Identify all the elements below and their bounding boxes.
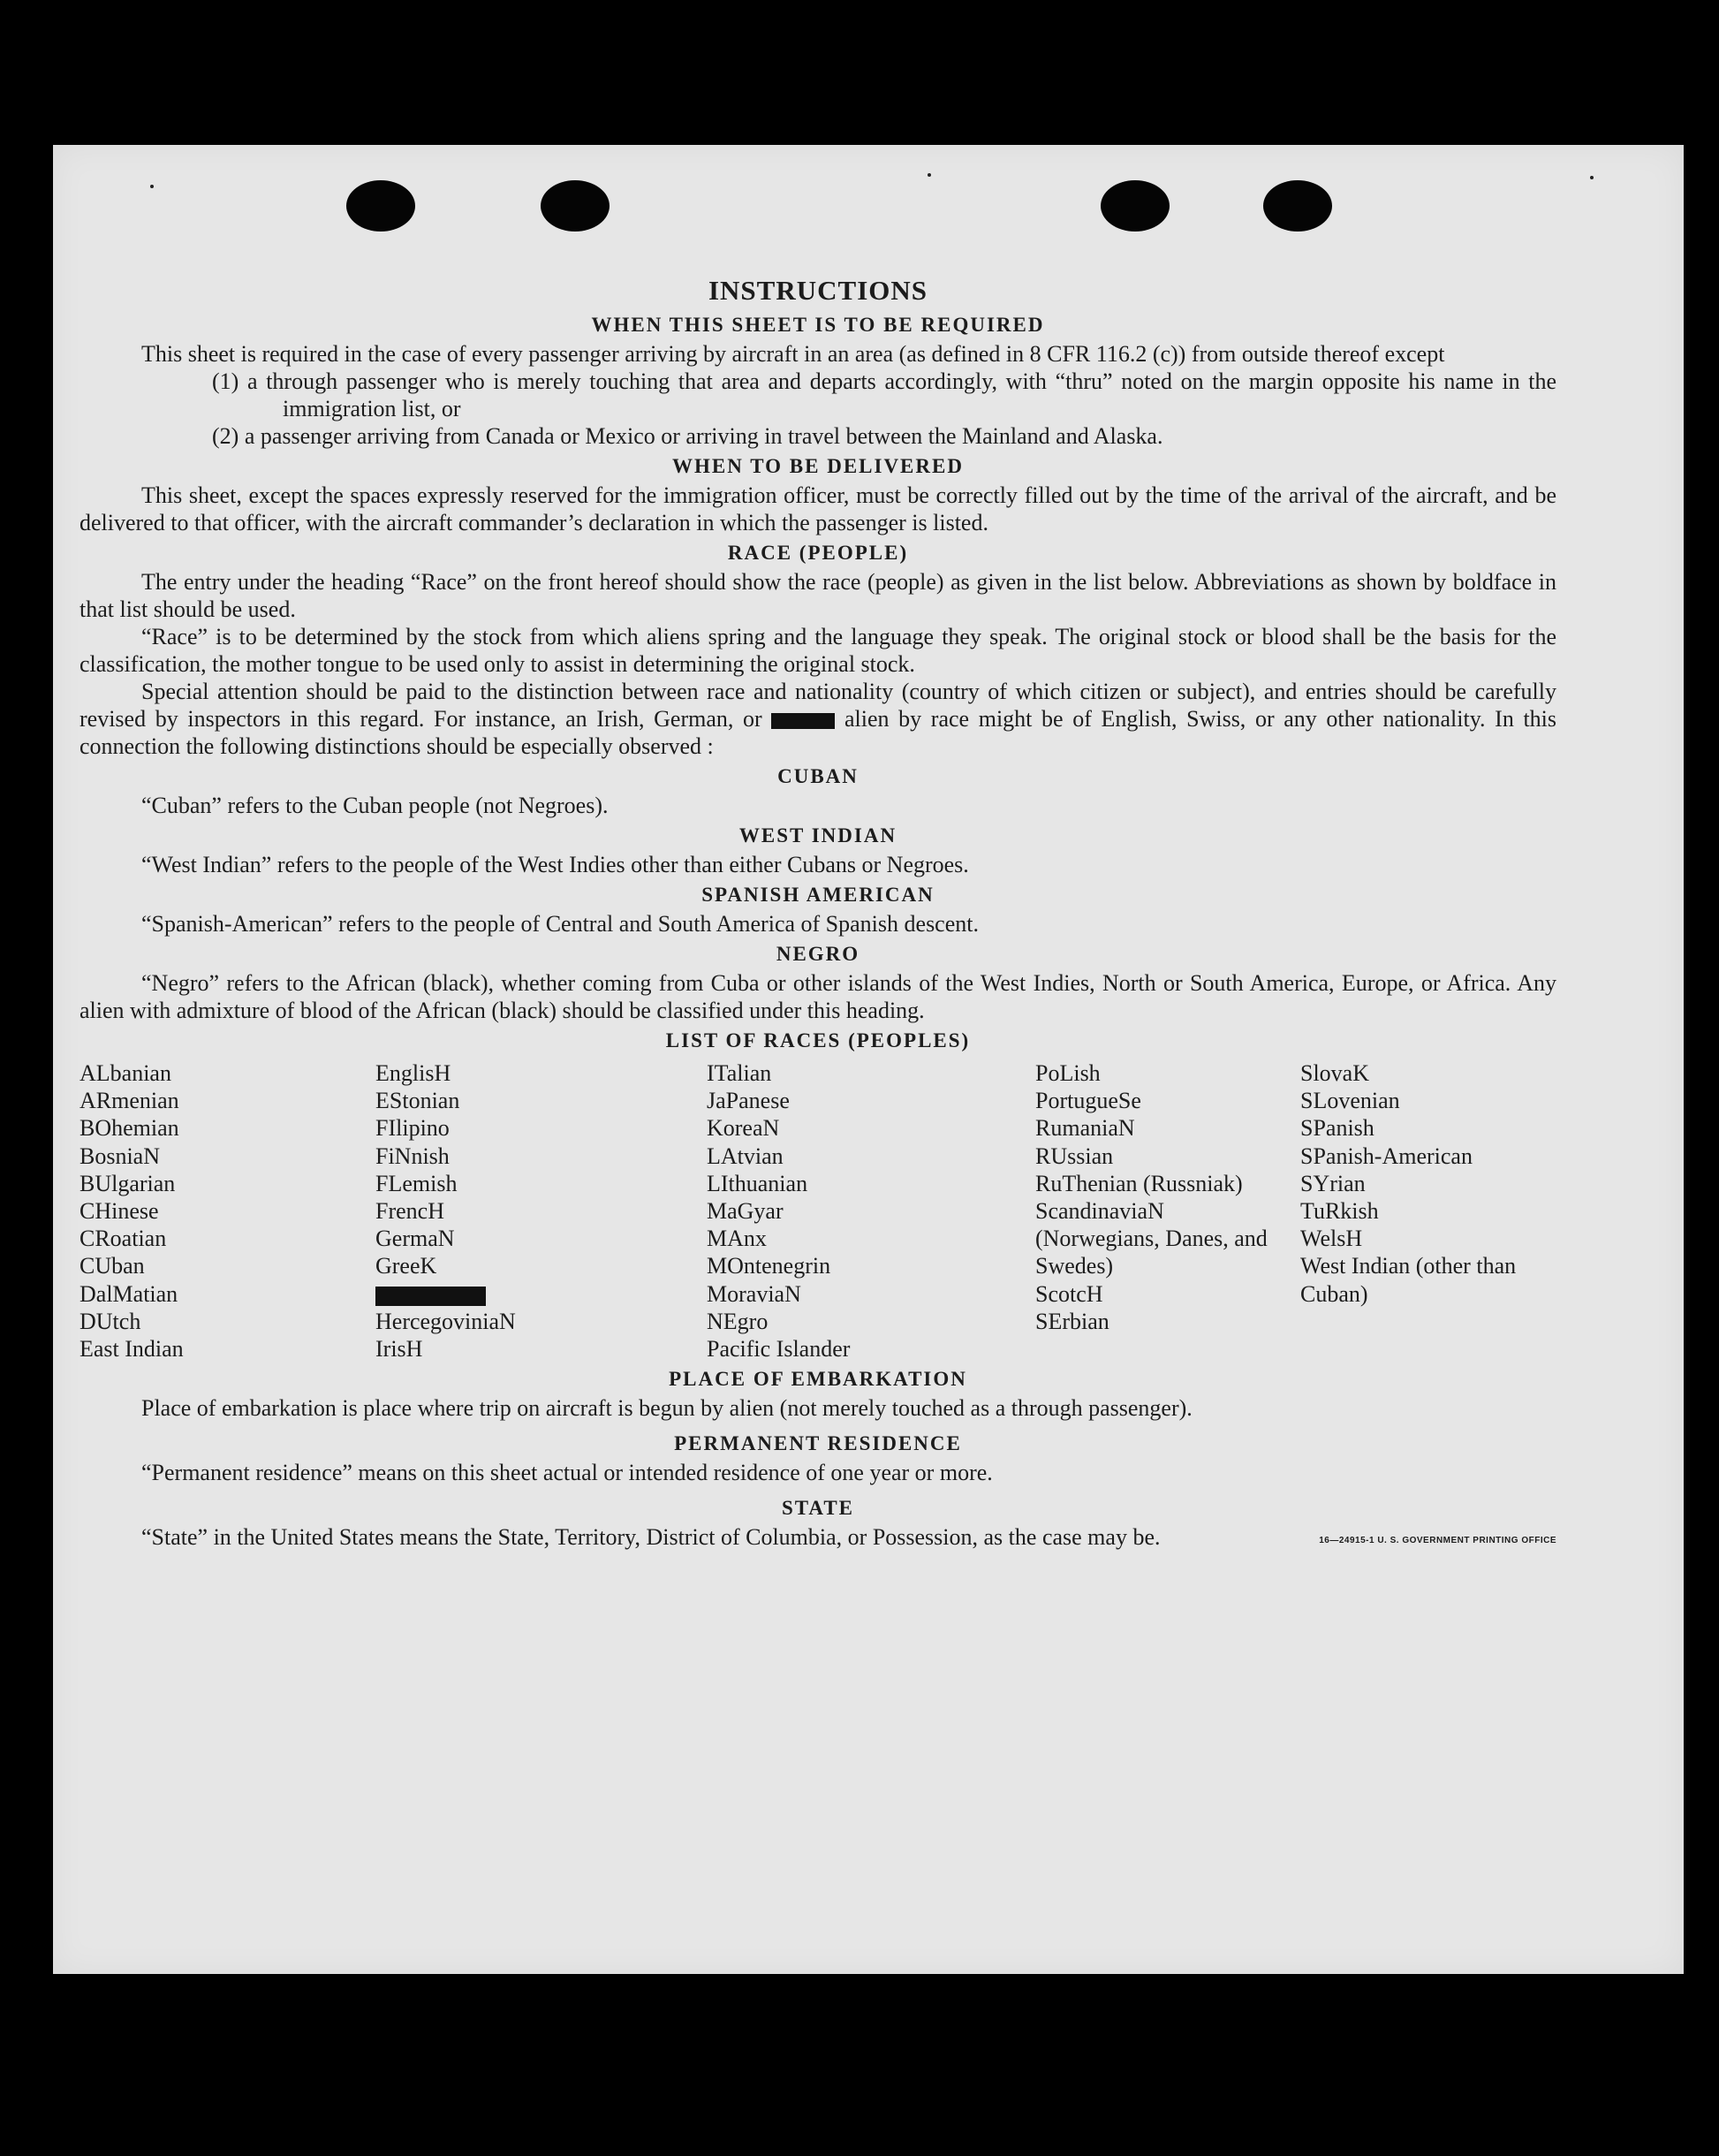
paragraph bbox=[80, 678, 1556, 760]
race-item: ARmenian bbox=[80, 1088, 179, 1114]
race-item: Pacific Islander bbox=[707, 1336, 851, 1363]
paragraph: “Permanent residence” means on this sheet actual or intended residence of one year or more. bbox=[141, 1460, 993, 1486]
race-item: MOntenegrin bbox=[707, 1253, 831, 1279]
race-item: KoreaN bbox=[707, 1115, 780, 1142]
paragraph: “Cuban” refers to the Cuban people (not Negroes). bbox=[141, 793, 609, 818]
race-item: RuThenian (Russniak) bbox=[1035, 1170, 1243, 1196]
section-heading: WHEN TO BE DELIVERED bbox=[672, 455, 964, 477]
race-column bbox=[80, 1059, 375, 1363]
paragraph-part: alien by race might be of English, Swiss, or any other nationality. In this connection the following distinctions should be especially observed : bbox=[80, 706, 1557, 759]
race-item: DUtch bbox=[80, 1308, 141, 1334]
paragraph: Place of embarkation is place where trip on aircraft is begun by alien (not merely touched as a through passenger). bbox=[141, 1395, 1193, 1422]
race-item: BUlgarian bbox=[80, 1170, 176, 1196]
race-column bbox=[375, 1059, 707, 1363]
race-item: SLovenian bbox=[1300, 1088, 1400, 1114]
race-item: EStonian bbox=[375, 1088, 460, 1114]
section-heading: SPANISH AMERICAN bbox=[701, 884, 935, 906]
speck bbox=[928, 173, 931, 177]
race-item: MoraviaN bbox=[707, 1280, 801, 1307]
race-item: ITalian bbox=[707, 1060, 772, 1086]
punch-hole bbox=[346, 180, 415, 232]
redaction-mark bbox=[771, 713, 835, 729]
section-heading: PLACE OF EMBARKATION bbox=[669, 1368, 967, 1391]
race-item: LIthuanian bbox=[707, 1170, 808, 1196]
redaction-mark bbox=[375, 1287, 486, 1306]
race-item: IrisH bbox=[375, 1336, 423, 1363]
race-item: ALbanian bbox=[80, 1060, 171, 1086]
race-item: BOhemian bbox=[80, 1115, 179, 1142]
page-title: INSTRUCTIONS bbox=[708, 275, 928, 306]
section-heading: NEGRO bbox=[776, 943, 860, 965]
race-item: SPanish-American bbox=[1300, 1143, 1473, 1169]
race-item: SlovaK bbox=[1300, 1060, 1369, 1086]
item-text: a passenger arriving from Canada or Mexico or arriving in travel between the Mainland and Alaska. bbox=[244, 423, 1163, 449]
race-item: SPanish bbox=[1300, 1115, 1374, 1142]
item-number: (2) bbox=[212, 423, 239, 449]
race-item: RUssian bbox=[1035, 1143, 1114, 1169]
state-block bbox=[80, 1523, 1556, 1551]
race-item: CHinese bbox=[80, 1198, 159, 1225]
section-heading: CUBAN bbox=[777, 765, 859, 787]
list-item bbox=[80, 422, 1556, 450]
paragraph: The entry under the heading “Race” on the front hereof should show the race (people) as given in the list below. Abbreviations as shown by boldface in that list should be used. bbox=[80, 569, 1556, 622]
race-item: RumaniaN bbox=[1035, 1115, 1135, 1142]
punch-hole bbox=[1263, 180, 1332, 232]
instructions-content bbox=[80, 273, 1556, 1551]
paragraph: This sheet is required in the case of every passenger arriving by aircraft in an area (as defined in 8 CFR 116.2 (c)) from outside thereof except bbox=[141, 341, 1445, 367]
race-item: PoLish bbox=[1035, 1060, 1101, 1086]
race-column bbox=[707, 1059, 1035, 1363]
race-item: CUban bbox=[80, 1253, 145, 1279]
paragraph: “State” in the United States means the State, Territory, District of Columbia, or Possession, as the case may be. bbox=[141, 1524, 1161, 1551]
race-item: TuRkish bbox=[1300, 1198, 1379, 1225]
race-item: LAtvian bbox=[707, 1143, 784, 1169]
race-list bbox=[80, 1059, 1556, 1363]
race-item: ScotcH bbox=[1035, 1280, 1103, 1307]
paragraph: “Spanish-American” refers to the people of Central and South America of Spanish descent. bbox=[141, 911, 979, 937]
race-item: HercegoviniaN bbox=[375, 1308, 516, 1334]
race-item: BosniaN bbox=[80, 1143, 160, 1169]
item-text: a through passenger who is merely touching that area and departs accordingly, with “thru” noted on the margin opposite his name in the immigration list, or bbox=[247, 368, 1556, 421]
paragraph: “Negro” refers to the African (black), whether coming from Cuba or other islands of the West Indies, North or South America, Europe, or Africa. Any alien with admixture of blood of the African (black) should be classified under this heading. bbox=[80, 970, 1556, 1023]
section-heading: WHEN THIS SHEET IS TO BE REQUIRED bbox=[591, 314, 1045, 336]
race-item: West Indian (other than Cuban) bbox=[1300, 1253, 1517, 1307]
race-item: NEgro bbox=[707, 1308, 769, 1334]
paragraph: “Race” is to be determined by the stock from which aliens spring and the language they speak. The original stock or blood shall be the basis for the classification, the mother tongue to be used only to assist in determining the original stock. bbox=[80, 624, 1556, 677]
section-heading: LIST OF RACES (PEOPLES) bbox=[665, 1029, 971, 1051]
paragraph-part: Special attention should be paid to the distinction between race and nationality (country of which citizen or subject), and entries should be carefully revised by inspectors in this regard. For instance, an Irish, German, or bbox=[80, 679, 1556, 732]
race-item: GreeK bbox=[375, 1253, 437, 1279]
race-item: FiNnish bbox=[375, 1143, 450, 1169]
race-item: WelsH bbox=[1300, 1226, 1363, 1252]
speck bbox=[1590, 176, 1594, 179]
race-item: PortugueSe bbox=[1035, 1088, 1141, 1114]
punch-hole bbox=[1101, 180, 1170, 232]
section-heading: STATE bbox=[781, 1497, 854, 1520]
speck bbox=[150, 185, 154, 188]
paragraph: This sheet, except the spaces expressly reserved for the immigration officer, must be correctly filled out by the time of the arrival of the aircraft, and be delivered to that officer, with the aircraft commander’s declaration in which the passenger is listed. bbox=[80, 482, 1556, 535]
race-item: FIlipino bbox=[375, 1115, 450, 1142]
section-heading: RACE (PEOPLE) bbox=[727, 542, 909, 564]
punch-hole bbox=[541, 180, 610, 232]
race-item: JaPanese bbox=[707, 1088, 790, 1114]
section-heading: PERMANENT RESIDENCE bbox=[674, 1432, 962, 1455]
race-item: DalMatian bbox=[80, 1280, 178, 1307]
race-item-redacted bbox=[375, 1280, 707, 1308]
item-number: (1) bbox=[212, 368, 239, 394]
race-item: SYrian bbox=[1300, 1170, 1366, 1196]
document-sheet bbox=[53, 145, 1684, 1974]
race-column bbox=[1300, 1059, 1556, 1363]
paragraph: “West Indian” refers to the people of the West Indies other than either Cubans or Negroes. bbox=[141, 852, 969, 877]
race-item: FLemish bbox=[375, 1170, 458, 1196]
race-item: MAnx bbox=[707, 1226, 767, 1252]
race-item: ScandinaviaN (Norwegians, Danes, and Swedes) bbox=[1035, 1198, 1268, 1279]
race-item: FrencH bbox=[375, 1198, 444, 1225]
race-item: East Indian bbox=[80, 1336, 184, 1363]
section-heading: WEST INDIAN bbox=[738, 824, 897, 846]
race-item: CRoatian bbox=[80, 1226, 167, 1252]
race-item: GermaN bbox=[375, 1226, 455, 1252]
race-item: EnglisH bbox=[375, 1060, 451, 1086]
printing-office-code: 16—24915-1 U. S. GOVERNMENT PRINTING OFFICE bbox=[1319, 1536, 1556, 1546]
race-item: SErbian bbox=[1035, 1308, 1109, 1334]
list-item bbox=[80, 368, 1556, 422]
race-item: MaGyar bbox=[707, 1198, 784, 1225]
race-column bbox=[1035, 1059, 1300, 1363]
